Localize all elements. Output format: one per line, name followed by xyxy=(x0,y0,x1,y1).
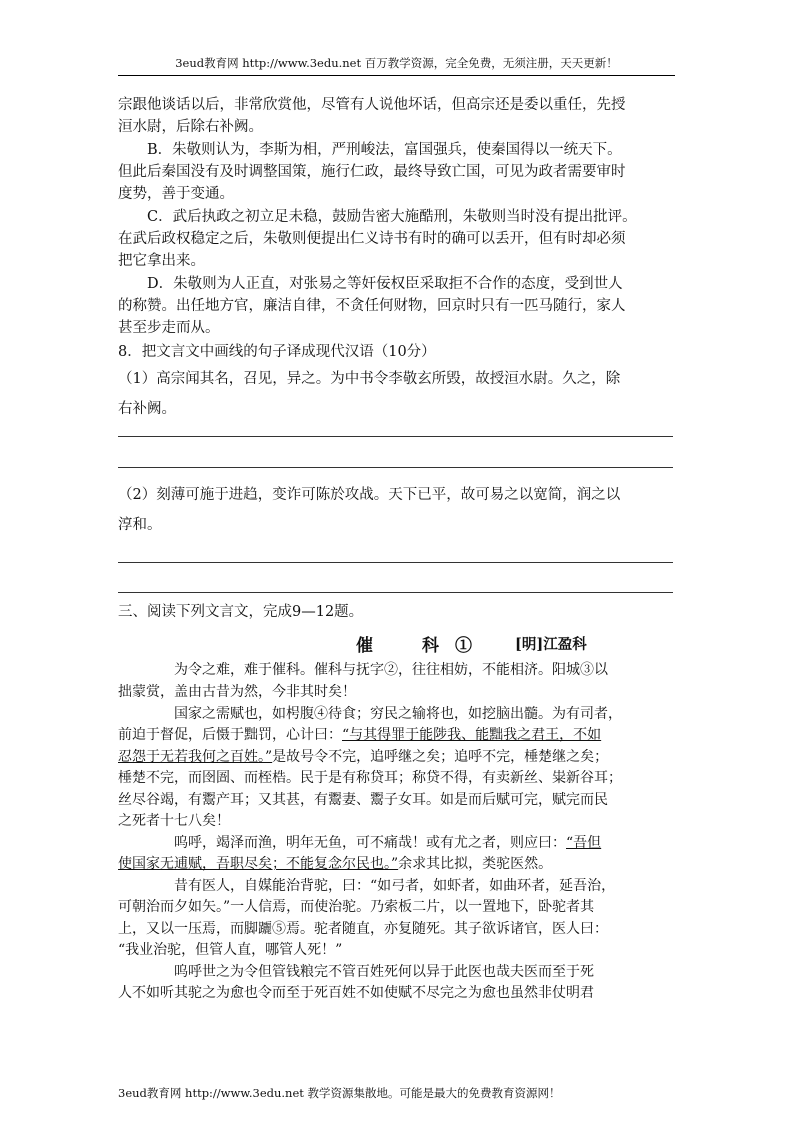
question-8-item-2: （2）刻薄可施于进趋，变诈可陈於攻战。天下已平，故可易之以宽简，润之以 xyxy=(118,487,621,503)
text-line: 但此后秦国没有及时调整国策，施行仁政，最终导致亡国，可见为政者需要审时 xyxy=(118,164,626,180)
text-line: 甚至步走而从。 xyxy=(118,320,220,336)
essay-line: 上，又以一压焉，而脚躧⑤焉。驼者随直，亦复随死。其子欲诉诸官，医人曰： xyxy=(118,921,608,937)
essay-author: [明]江盈科 xyxy=(515,636,587,653)
essay-text: 是故号令不完，追呼继之矣；追呼不完，棰楚继之矣； xyxy=(272,749,609,765)
essay-line: “我业治驼，但管人直，哪管人死！” xyxy=(118,942,343,958)
essay-text: 呜呼，竭泽而渔，明年无鱼，可不痛哉！或有尤之者，则应曰： xyxy=(118,835,566,851)
question-8-item-1: （1）高宗闻其名，召见，异之。为中书令李敬玄所毁，故授洹水尉。久之，除 xyxy=(118,371,621,387)
section-3-heading: 三、阅读下列文言文，完成9—12题。 xyxy=(118,604,364,620)
underlined-sentence: “与其得罪于能陟我、能黜我之君王，不如 xyxy=(342,727,602,743)
text-line: 把它拿出来。 xyxy=(118,253,205,269)
essay-line xyxy=(118,854,678,876)
essay-line xyxy=(118,725,678,747)
option-d: D．朱敬则为人正直，对张易之等奸佞权臣采取拒不合作的态度，受到世人 xyxy=(118,276,623,292)
essay-line: 之死者十七八矣！ xyxy=(118,813,230,829)
underlined-sentence: “吾但 xyxy=(566,835,602,851)
answer-line[interactable] xyxy=(118,467,673,468)
essay-line xyxy=(118,747,678,769)
answer-line[interactable] xyxy=(118,436,673,437)
essay-title: 催 科① xyxy=(356,636,488,656)
page-header: 3eud教育网 http://www.3edu.net 百万教学资源，完全免费，无须注册，天天更新！ xyxy=(118,55,675,76)
option-b: B．朱敬则认为，李斯为相，严刑峻法，富国强兵，使秦国得以一统天下。 xyxy=(118,142,622,158)
essay-line xyxy=(118,833,678,855)
answer-line[interactable] xyxy=(118,592,673,593)
essay-line: 拙蒙赏，盖由古昔为然，今非其时矣！ xyxy=(118,684,356,700)
underlined-sentence: 使国家无逋赋，吾职尽矣；不能复念尔民也。” xyxy=(118,856,399,872)
page-footer: 3eud教育网 http://www.3edu.net 教学资源集散地。可能是最大的免费教育资源网！ xyxy=(118,1086,561,1100)
essay-line: 国家之需赋也，如枵腹④待食；穷民之输将也，如挖脑出髓。为有司者， xyxy=(118,706,622,722)
option-c: C．武后执政之初立足未稳，鼓励告密大施酷刑，朱敬则当时没有提出批评。 xyxy=(118,209,637,225)
question-8-item-1-cont: 右补阙。 xyxy=(118,401,176,417)
text-line: 的称赞。出任地方官，廉洁自律，不贪任何财物，回京时只有一匹马随行，家人 xyxy=(118,298,626,314)
essay-line: 人不如听其驼之为愈也令而至于死百姓不如使赋不尽完之为愈也虽然非仗明君 xyxy=(118,985,594,1001)
text-line: 宗跟他谈话以后，非常欣赏他，尽管有人说他坏话，但高宗还是委以重任，先授 xyxy=(118,97,626,113)
essay-line: 棰楚不完，而囹圄、而桎梏。民于是有称贷耳；称贷不得，有卖新丝、粜新谷耳； xyxy=(118,770,622,786)
essay-text: 前迫于督促，后慑于黜罚，心计曰： xyxy=(118,727,342,743)
question-8-item-2-cont: 淳和。 xyxy=(118,517,162,533)
question-8-title: 8．把文言文中画线的句子译成现代汉语（10分） xyxy=(118,344,436,360)
text-line: 在武后政权稳定之后，朱敬则便提出仁义诗书有时的确可以丢开，但有时却必须 xyxy=(118,231,626,247)
text-line: 度势，善于变通。 xyxy=(118,186,234,202)
text-line: 洹水尉，后除右补阙。 xyxy=(118,119,263,135)
essay-line: 昔有医人，自媒能治背驼，曰：“如弓者，如虾者，如曲环者，延吾治， xyxy=(118,878,616,894)
essay-line: 可朝治而夕如矢。”一人信焉，而使治驼。乃索板二片，以一置地下，卧驼者其 xyxy=(118,899,595,915)
answer-line[interactable] xyxy=(118,562,673,563)
underlined-sentence: 忍怨于无若我何之百姓。” xyxy=(118,749,273,765)
essay-line: 丝尽谷竭，有鬻产耳；又其甚，有鬻妻、鬻子女耳。如是而后赋可完，赋完而民 xyxy=(118,792,608,808)
essay-text: 余求其比拟，类驼医然。 xyxy=(398,856,553,872)
essay-line: 为令之难，难于催科。催科与抚字②，往往相妨，不能相济。阳城③以 xyxy=(118,662,608,678)
essay-line: 呜呼世之为令但管钱粮完不管百姓死何以异于此医也哉夫医而至于死 xyxy=(118,964,594,980)
